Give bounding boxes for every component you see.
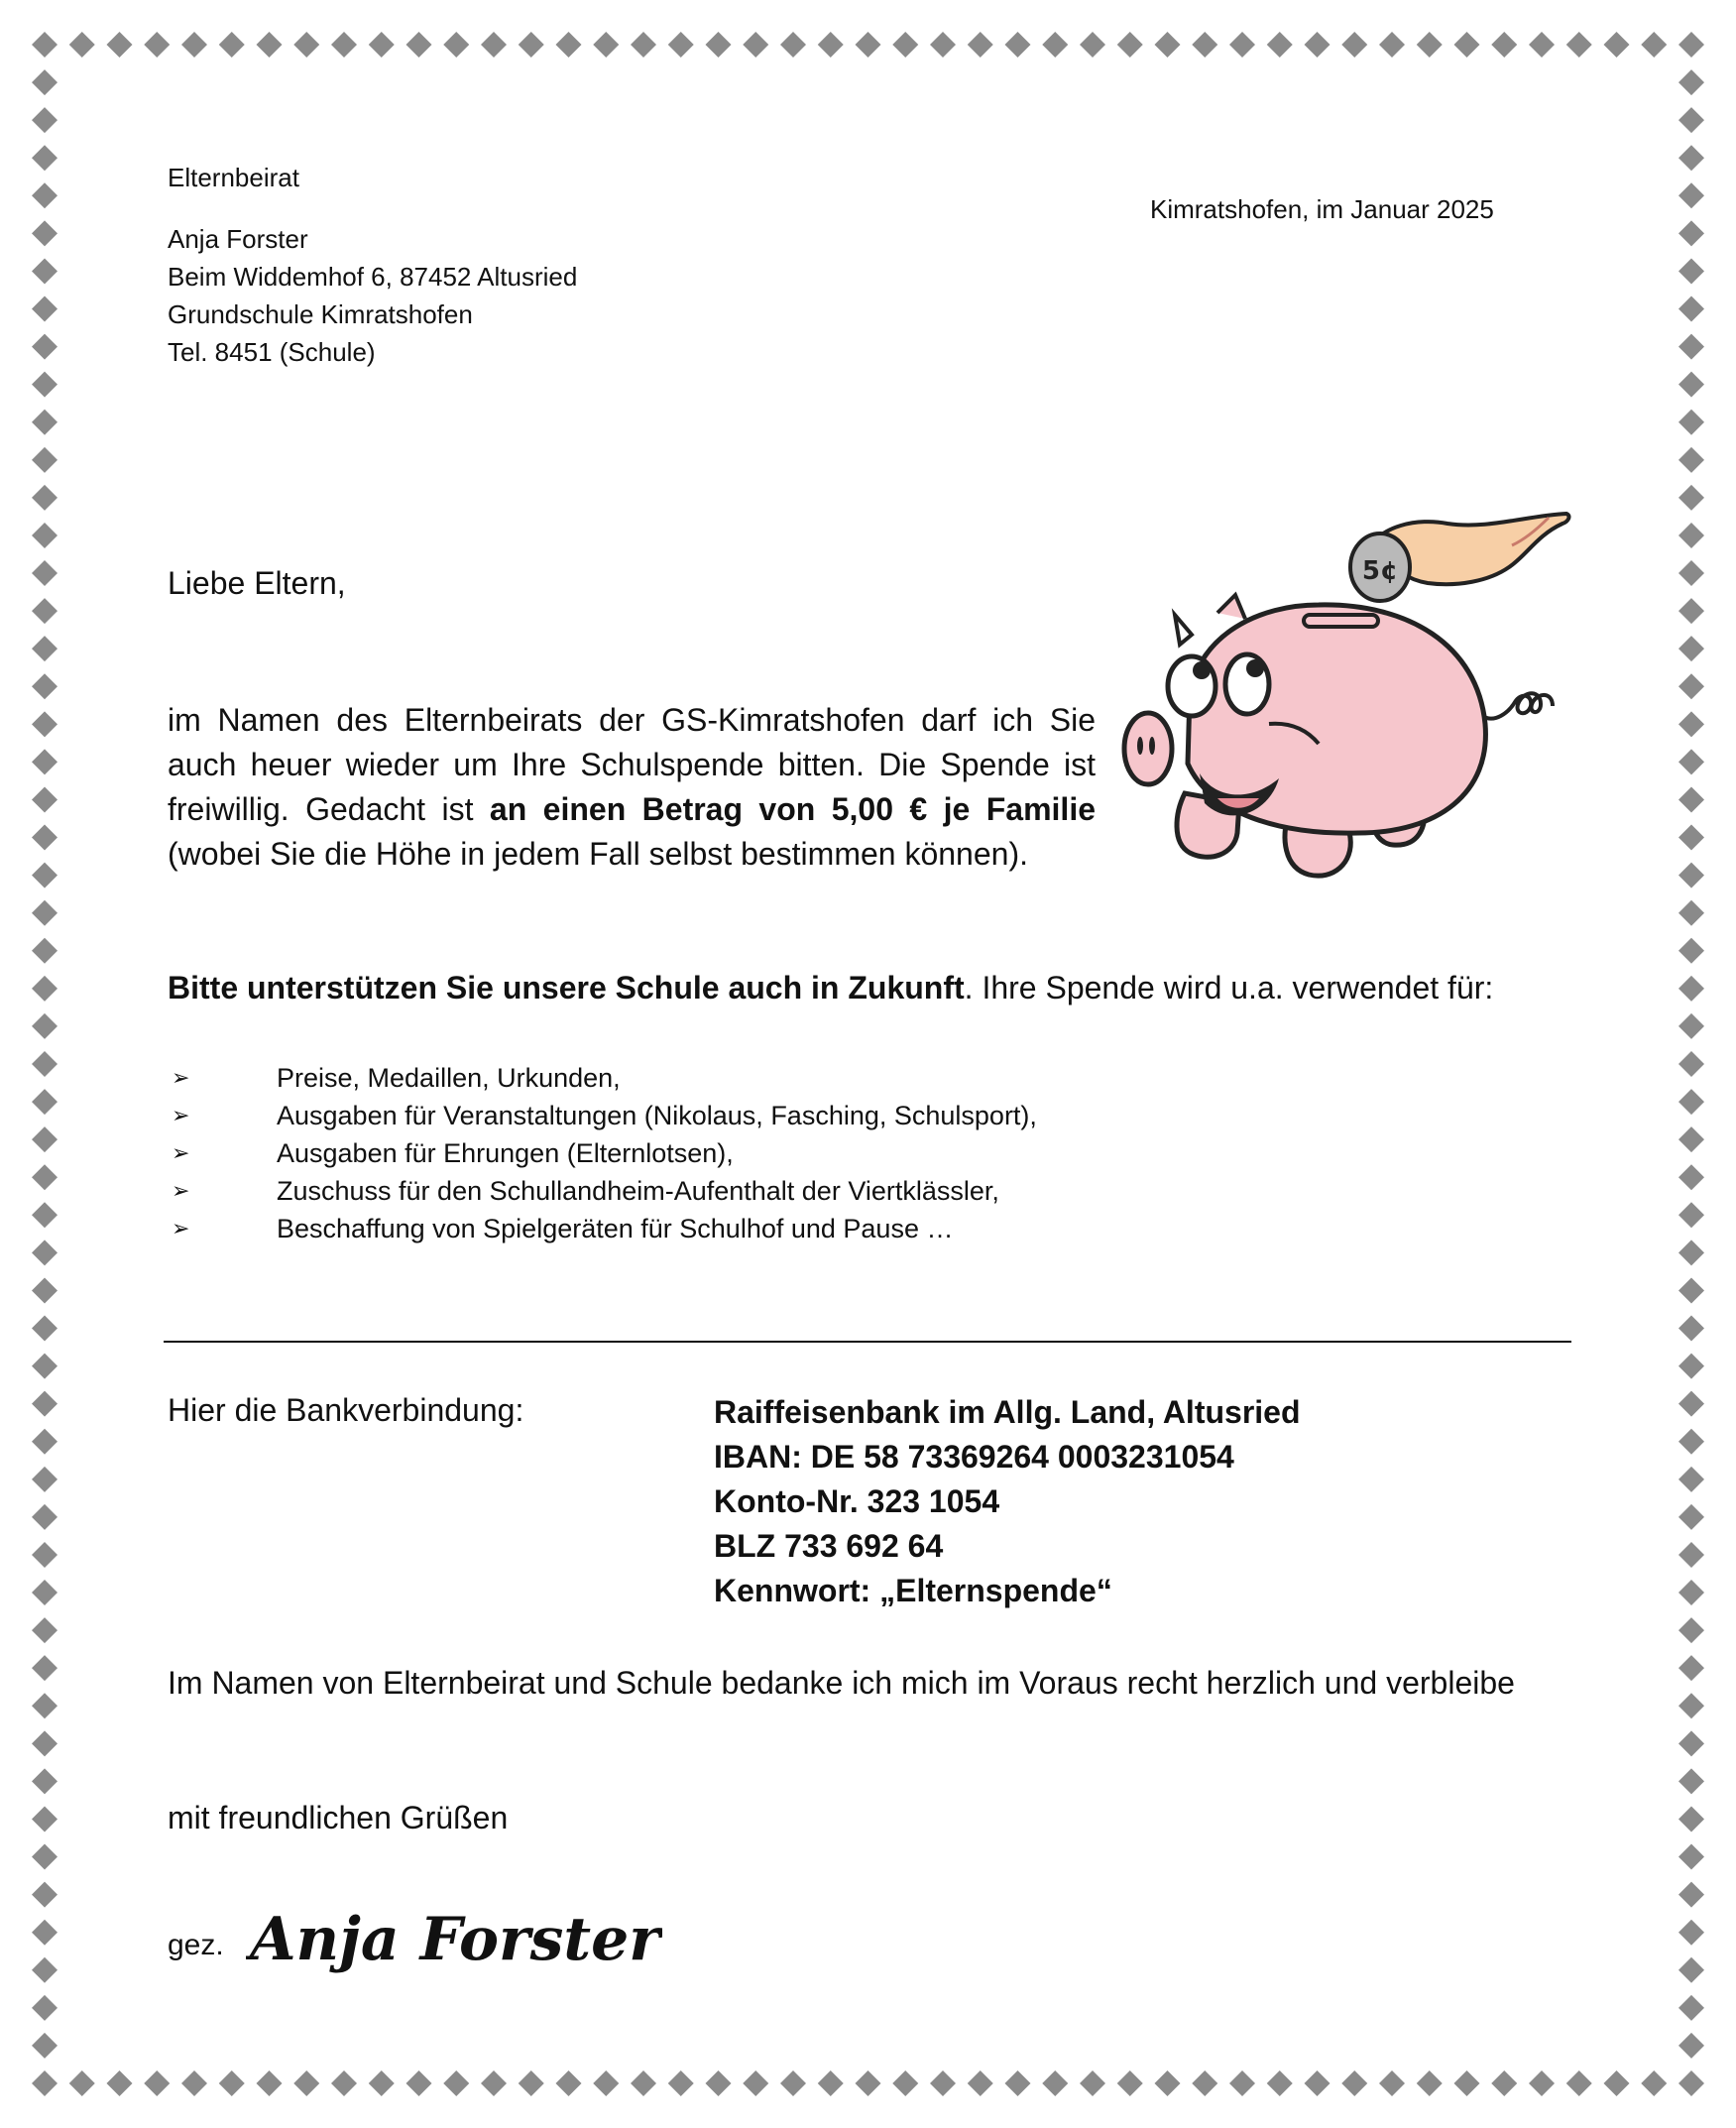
arrow-bullet-icon: ➢ [172, 1178, 190, 1203]
coin-icon [1350, 533, 1410, 601]
arrow-bullet-icon: ➢ [172, 1140, 190, 1165]
signature-prefix: gez. [168, 1929, 224, 1961]
sender-school: Grundschule Kimratshofen [168, 299, 473, 329]
intro-paragraph [168, 698, 1096, 877]
list-item: ➢ Zuschuss für den Schullandheim-Aufenthalt der Viertklässler, [168, 1172, 1159, 1210]
support-sentence [168, 970, 1493, 1006]
signature [246, 1894, 662, 1983]
intro-amount-bold: an einen Betrag von 5,00 € je Familie [489, 791, 1097, 827]
arrow-bullet-icon: ➢ [172, 1065, 190, 1090]
greeting: Liebe Eltern, [168, 565, 346, 601]
list-item: ➢ Beschaffung von Spielgeräten für Schulhof und Pause … [168, 1210, 1159, 1247]
intro-text-1: im Namen des Elternbeirats der GS-Kimratshofen darf ich Sie auch heuer wieder um Ihre Schulspende bitten. Die Spende ist freiwillig. Gedacht ist [168, 702, 1096, 827]
support-bold: Bitte unterstützen Sie unsere Schule auch in Zukunft [168, 970, 965, 1005]
bank-iban: IBAN: DE 58 73369264 0003231054 [714, 1439, 1234, 1475]
support-rest: . Ihre Spende wird u.a. verwendet für: [964, 970, 1494, 1005]
bank-name: Raiffeisenbank im Allg. Land, Altusried [714, 1394, 1301, 1430]
piggy-bank-illustration [1120, 496, 1586, 932]
bank-keyword: Kennwort: „Elternspende“ [714, 1573, 1112, 1608]
thanks-paragraph: Im Namen von Elternbeirat und Schule bedanke ich mich im Voraus recht herzlich und verbleibe [168, 1665, 1515, 1701]
list-item: ➢ Ausgaben für Veranstaltungen (Nikolaus, Fasching, Schulsport), [168, 1097, 1159, 1134]
list-item: ➢ Ausgaben für Ehrungen (Elternlotsen), [168, 1134, 1159, 1172]
arrow-bullet-icon: ➢ [172, 1216, 190, 1241]
sender-phone: Tel. 8451 (Schule) [168, 337, 376, 367]
intro-text-2: (wobei Sie die Höhe in jedem Fall selbst bestimmen können). [168, 836, 1028, 872]
closing: mit freundlichen Grüßen [168, 1800, 509, 1835]
svg-text:5¢: 5¢ [1361, 556, 1399, 586]
bank-details [714, 1390, 1301, 1613]
letter-date: Kimratshofen, im Januar 2025 [1150, 194, 1494, 224]
bank-blz: BLZ 733 692 64 [714, 1528, 944, 1564]
sender-address: Beim Widdemhof 6, 87452 Altusried [168, 262, 578, 292]
list-item: ➢ Preise, Medaillen, Urkunden, [168, 1059, 1159, 1097]
donation-uses-list [168, 1059, 1159, 1247]
sender-name: Anja Forster [168, 224, 308, 254]
arrow-bullet-icon: ➢ [172, 1103, 190, 1127]
bank-label: Hier die Bankverbindung: [168, 1392, 524, 1428]
sender-organization: Elternbeirat [168, 163, 299, 192]
svg-text:Anja Forster: Anja Forster [250, 1905, 660, 1974]
section-divider [164, 1341, 1571, 1343]
bank-account: Konto-Nr. 323 1054 [714, 1483, 1000, 1519]
sender-block [168, 159, 577, 371]
